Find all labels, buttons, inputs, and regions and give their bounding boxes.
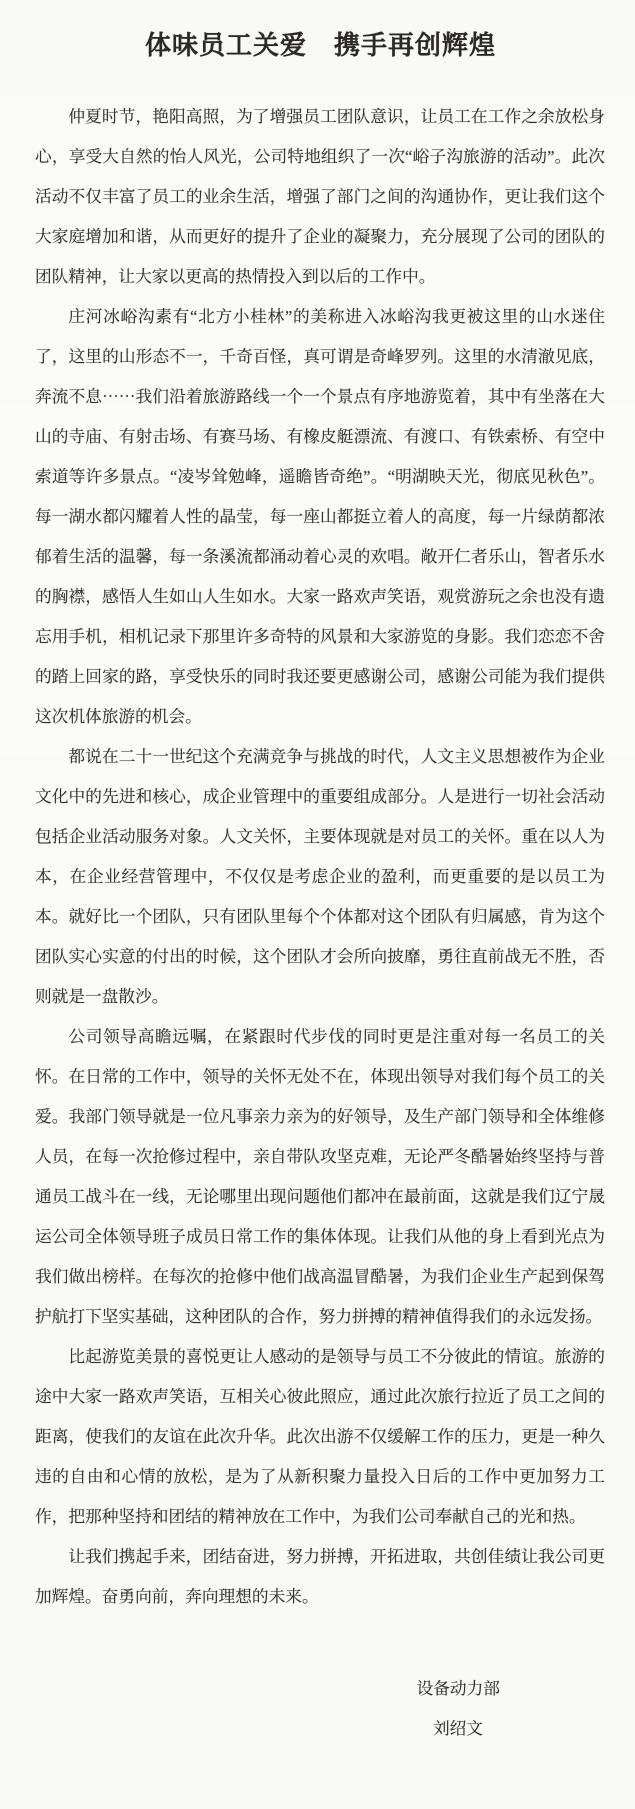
signature-block — [0, 1669, 635, 1749]
document-body — [35, 97, 605, 1617]
paragraph-6: 让我们携起手来，团结奋进，努力拼搏，开拓进取，共创佳绩让我公司更加辉煌。奋勇向前，奔向理想的未来。 — [35, 1547, 605, 1606]
paragraph-5: 比起游览美景的喜悦更让人感动的是领导与员工不分彼此的情谊。旅游的途中大家一路欢声笑语，互相关心彼此照应，通过此次旅行拉近了员工之间的距离，使我们的友谊在此次升华。此次出游不仅缓解工作的压力，更是一种久违的自由和心情的放松，是为了从新积聚力量投入日后的工作中更加努力工作，把那种坚持和团结的精神放在工作中，为我们公司奉献自己的光和热。 — [35, 1347, 605, 1526]
signature-name: 刘绍文 — [432, 1719, 483, 1738]
page-title: 体味员工关爱 携手再创辉煌 — [144, 31, 496, 60]
paragraph-3: 都说在二十一世纪这个充满竞争与挑战的时代，人文主义思想被作为企业文化中的先进和核心，成企业管理中的重要组成部分。人是进行一切社会活动包括企业活动服务对象。人文关怀，主要体现就是对员工的关怀。重在以人为本，在企业经营管理中，不仅仅是考虑企业的盈利，而更重要的是以员工为本。就好比一个团队，只有团队里每个个体都对这个团队有归属感，肯为这个团队实心实意的付出的时候，这个团队才会所向披靡，勇往直前战无不胜，否则就是一盘散沙。 — [35, 747, 605, 1006]
paragraph-4: 公司领导高瞻远嘱，在紧跟时代步伐的同时更是注重对每一名员工的关怀。在日常的工作中，领导的关怀无处不在，体现出领导对我们每个员工的关爱。我部门领导就是一位凡事亲力亲为的好领导，及生产部门领导和全体维修人员，在每一次抢修过程中，亲自带队攻坚克难，无论严冬酷暑始终坚持与普通员工战斗在一线，无论哪里出现问题他们都冲在最前面，这就是我们辽宁晟运公司全体领导班子成员日常工作的集体体现。让我们从他的身上看到光点为我们做出榜样。在每次的抢修中他们战高温冒酷暑，为我们企业生产起到保驾护航打下坚实基础，这种团队的合作，努力拼搏的精神值得我们的永远发扬。 — [35, 1027, 605, 1326]
signature-department: 设备动力部 — [416, 1679, 500, 1698]
paragraph-1: 仲夏时节，艳阳高照，为了增强员工团队意识，让员工在工作之余放松身心，享受大自然的怡人风光，公司特地组织了一次“峪子沟旅游的活动”。此次活动不仅丰富了员工的业余生活，增强了部门之间的沟通协作，更让我们这个大家庭增加和谐，从而更好的提升了企业的凝聚力，充分展现了公司的团队的团队精神，让大家以更高的热情投入到以后的工作中。 — [35, 107, 605, 286]
paragraph-2: 庄河冰峪沟素有“北方小桂林”的美称进入冰峪沟我更被这里的山水迷住了，这里的山形态不一，千奇百怪，真可谓是奇峰罗列。这里的水清澈见底，奔流不息⋯⋯我们沿着旅游路线一个一个景点有序地游览着，其中有坐落在大山的寺庙、有射击场、有赛马场、有橡皮艇漂流、有渡口、有铁索桥、有空中索道等许多景点。“凌岑耸勉峰，遥瞻皆奇绝”。“明湖映天光，彻底见秋色”。每一湖水都闪耀着人性的晶莹，每一座山都挺立着人的高度，每一片绿荫都浓郁着生活的温馨，每一条溪流都涌动着心灵的欢唱。敞开仁者乐山，智者乐水的胸襟，感悟人生如山人生如水。大家一路欢声笑语，观赏游玩之余也没有遗忘用手机，相机记录下那里许多奇特的风景和大家游览的身影。我们恋恋不舍的踏上回家的路，享受快乐的同时我还要更感谢公司，感谢公司能为我们提供这次机体旅游的机会。 — [35, 307, 605, 726]
